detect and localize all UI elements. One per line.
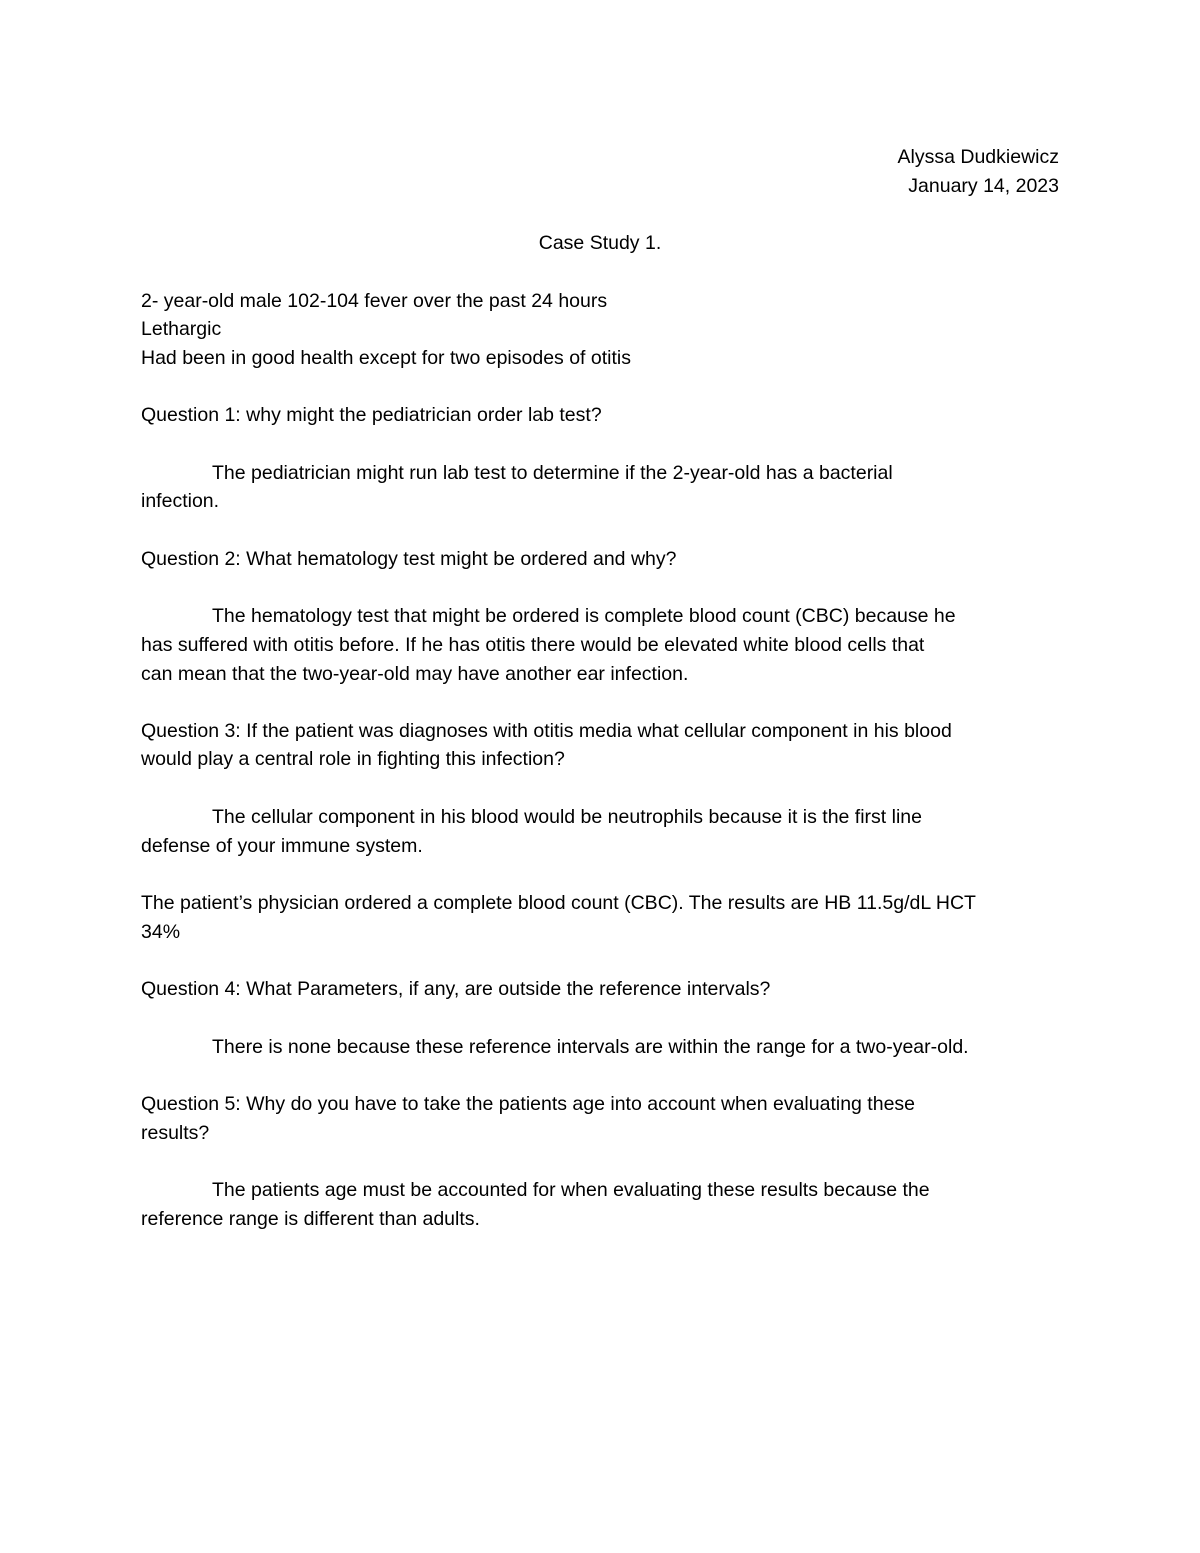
question-1: Question 1: why might the pediatrician order lab test?: [141, 404, 602, 426]
answer-4: There is none because these reference intervals are within the range for a two-year-old.: [212, 1036, 969, 1058]
question-4: Question 4: What Parameters, if any, are outside the reference intervals?: [141, 978, 771, 1000]
question-2: Question 2: What hematology test might be ordered and why?: [141, 548, 677, 570]
answer-3-line: defense of your immune system.: [141, 835, 423, 857]
answer-1-line: The pediatrician might run lab test to determine if the 2-year-old has a bacterial: [212, 462, 893, 484]
answer-1-line: infection.: [141, 490, 220, 512]
case-summary-line: Lethargic: [141, 318, 222, 340]
answer-2-line: has suffered with otitis before. If he has otitis there would be elevated white blood cells that: [141, 634, 925, 656]
answer-5-line: The patients age must be accounted for when evaluating these results because the: [212, 1179, 930, 1201]
question-5-line: results?: [141, 1122, 210, 1144]
question-3-line: would play a central role in fighting this infection?: [141, 748, 565, 770]
answer-5-line: reference range is different than adults.: [141, 1208, 480, 1230]
document-date: January 14, 2023: [908, 175, 1059, 197]
question-5-line: Question 5: Why do you have to take the patients age into account when evaluating these: [141, 1093, 916, 1115]
answer-3-line: The cellular component in his blood would be neutrophils because it is the first line: [212, 806, 922, 828]
document-title: Case Study 1.: [538, 232, 662, 254]
cbc-results-line: The patient’s physician ordered a complete blood count (CBC). The results are HB 11.5g/dL HCT: [141, 892, 976, 914]
answer-2-line: can mean that the two-year-old may have another ear infection.: [141, 663, 689, 685]
case-summary-line: 2- year-old male 102-104 fever over the past 24 hours: [141, 290, 608, 312]
cbc-results-line: 34%: [141, 921, 181, 943]
case-summary-line: Had been in good health except for two episodes of otitis: [141, 347, 631, 369]
question-3-line: Question 3: If the patient was diagnoses with otitis media what cellular component in his blood: [141, 720, 952, 742]
answer-2-line: The hematology test that might be ordered is complete blood count (CBC) because he: [212, 605, 956, 627]
author-name: Alyssa Dudkiewicz: [897, 146, 1059, 168]
